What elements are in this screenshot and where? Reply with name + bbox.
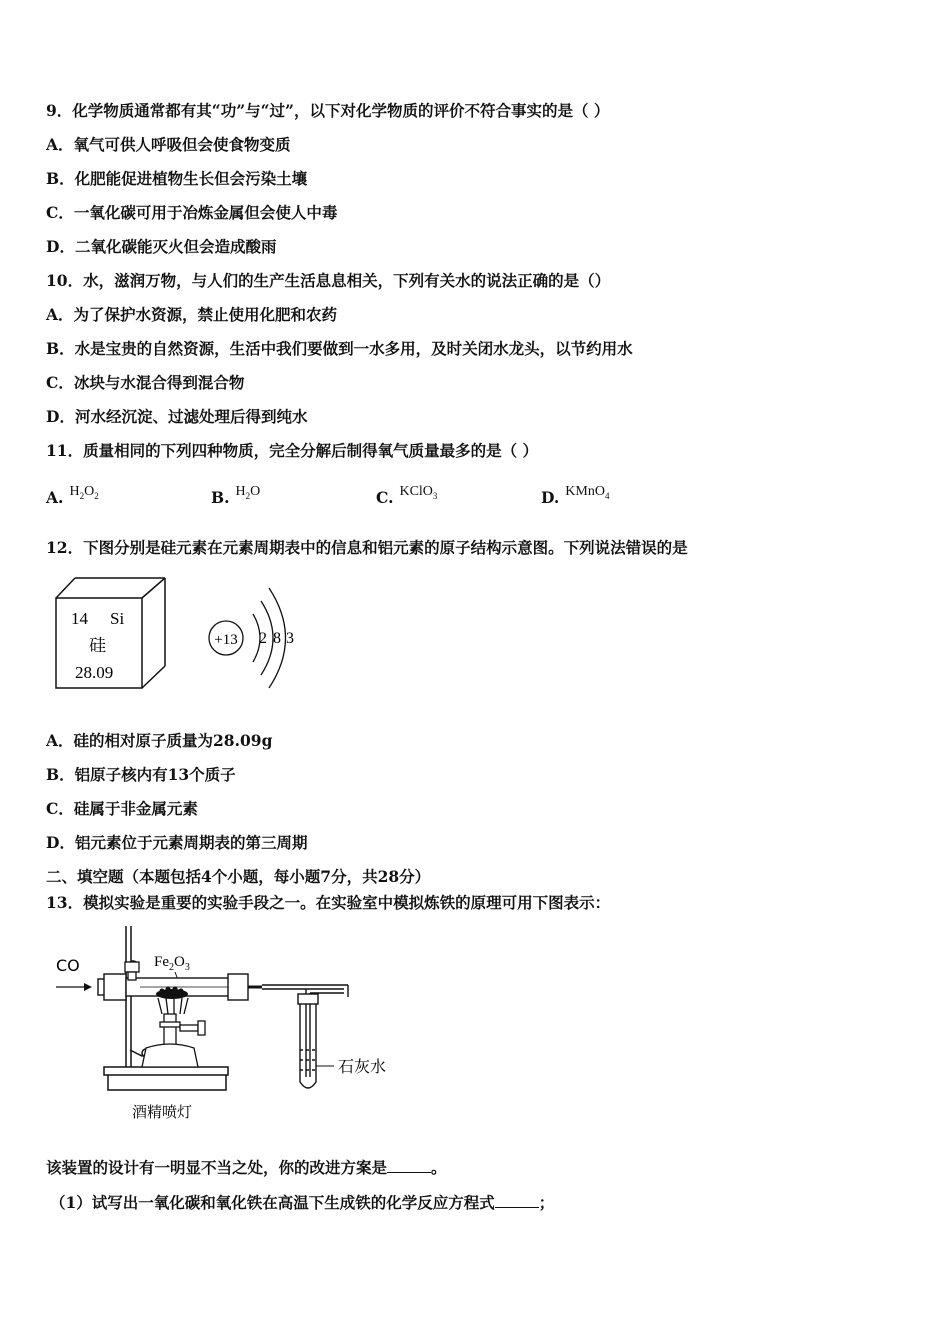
q11-option-a-formula: $H_2O_2$	[69, 484, 99, 501]
q11-stem: 11．质量相同的下列四种物质，完全分解后制得氧气质量最多的是（ ）	[46, 441, 538, 460]
q12-option-c: C．硅属于非金属元素	[46, 799, 198, 818]
q9-stem: 9．化学物质通常都有其“功”与“过”，以下对化学物质的评价不符合事实的是（ ）	[46, 101, 610, 120]
q12-option-d: D．铝元素位于元素周期表的第三周期	[46, 833, 308, 852]
atom-nucleus-charge: +13	[214, 632, 238, 648]
lamp-label: 酒精喷灯	[132, 1103, 193, 1121]
tube-clamp	[125, 962, 139, 980]
q13-line2-text: （1）试写出一氧化碳和氧化铁在高温下生成铁的化学反应方程式	[50, 1193, 495, 1212]
q12-option-b: B．铝原子核内有13个质子	[46, 765, 236, 784]
q10-option-d: D．河水经沉淀、过滤处理后得到纯水	[46, 407, 308, 426]
q10-option-a: A．为了保护水资源，禁止使用化肥和农药	[46, 305, 338, 324]
q12-option-a: A．硅的相对原子质量为28.09g	[46, 731, 273, 750]
q13-line1-end: 。	[431, 1158, 447, 1177]
q13-line2-end: ；	[538, 1193, 555, 1212]
q11-option-d	[541, 484, 610, 509]
q9-option-b: B．化肥能促进植物生长但会污染土壤	[46, 169, 308, 188]
q10-option-b: B．水是宝贵的自然资源，生活中我们要做到一水多用，及时关闭水龙头，以节约用水	[46, 339, 633, 358]
co-label: CO	[56, 956, 80, 975]
q10-stem: 10．水，滋润万物，与人们的生产生活息息相关，下列有关水的说法正确的是（）	[46, 271, 611, 290]
aluminum-atom-diagram	[209, 588, 294, 688]
q11-option-c-formula: KClO$_3$	[399, 484, 438, 501]
element-name: 硅	[89, 636, 106, 656]
alcohol-blowtorch-lamp	[142, 998, 205, 1067]
q12-figure	[50, 574, 310, 699]
q13-line2	[50, 1193, 554, 1213]
q13-stem: 13．模拟实验是重要的实验手段之一。在实验室中模拟炼铁的原理可用下图表示：	[46, 893, 611, 912]
q13-line1-text: 该装置的设计有一明显不当之处，你的改进方案是	[46, 1158, 388, 1177]
q13-line1	[46, 1158, 447, 1178]
fe2o3-label: $Fe_2O_3$	[154, 954, 190, 973]
q9-option-d: D．二氧化碳能灭火但会造成酸雨	[46, 237, 277, 256]
q11-option-a-label: A.	[46, 488, 64, 507]
q12-stem: 12．下图分别是硅元素在元素周期表中的信息和铝元素的原子结构示意图。下列说法错误的是	[46, 538, 688, 557]
q11-option-c	[376, 484, 438, 509]
q13-answer-blank-1[interactable]	[387, 1158, 431, 1173]
co-arrow-icon	[84, 983, 92, 991]
q11-option-b-formula: $H_2O$	[235, 484, 261, 501]
q11-option-d-label: D.	[541, 488, 560, 507]
q11-option-c-label: C.	[376, 488, 394, 507]
element-symbol: Si	[110, 609, 125, 628]
q11-option-b-label: B.	[211, 488, 230, 507]
test-tube	[298, 994, 318, 1088]
shell-electrons-3: 3	[286, 630, 294, 647]
q10-option-c: C．冰块与水混合得到混合物	[46, 373, 245, 392]
shell-electrons-1: 2	[259, 630, 267, 647]
q9-option-a: A．氧气可供人呼吸但会使食物变质	[46, 135, 291, 154]
q13-apparatus-diagram	[50, 922, 420, 1127]
section-heading: 二、填空题（本题包括4个小题，每小题7分，共28分）	[46, 867, 431, 886]
element-mass: 28.09	[75, 663, 114, 682]
q11-option-d-formula: KMnO$_4$	[565, 484, 610, 501]
q11-option-b	[211, 484, 261, 509]
shell-electrons-2: 8	[273, 630, 281, 647]
q13-answer-blank-2[interactable]	[495, 1193, 539, 1208]
q9-option-c: C．一氧化碳可用于冶炼金属但会使人中毒	[46, 203, 338, 222]
q11-option-a	[46, 484, 99, 509]
element-number: 14	[71, 609, 88, 628]
limewater-label: 石灰水	[338, 1057, 387, 1076]
